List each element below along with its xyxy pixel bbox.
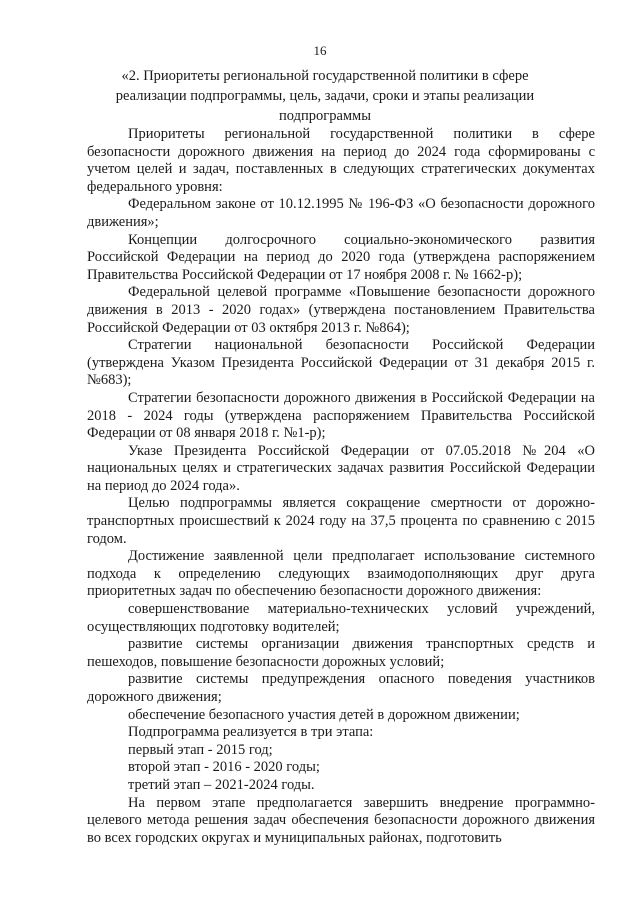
paragraph: третий этап – 2021-2024 годы. [128, 776, 315, 793]
paragraph: обеспечение безопасного участия детей в дорожном движении; [128, 706, 520, 723]
paragraph: Подпрограмма реализуется в три этапа: [128, 724, 374, 741]
paragraph: второй этап - 2016 - 2020 годы; [128, 759, 320, 776]
paragraph: развитие системы организации движения транспортных средств и пешеходов, повышение безопасности дорожных условий; [87, 636, 595, 670]
document-body [87, 126, 595, 847]
section-heading: «2. Приоритеты региональной государственной политики в сфере реализации подпрограммы, цель, задачи, сроки и этапы реализации подпрограммы [115, 68, 535, 124]
paragraph: первый этап - 2015 год; [128, 741, 273, 758]
paragraph: Стратегии национальной безопасности Российской Федерации (утверждена Указом Президента Российской Федерации от 31 декабря 2015 г. №683); [87, 337, 595, 389]
paragraph: Концепции долгосрочного социально-экономического развития Российской Федерации на период до 2020 года (утверждена распоряжением Правительства Российской Федерации от 17 ноября 2008 г. № 1662-р); [87, 231, 595, 283]
paragraph: Достижение заявленной цели предполагает использование системного подхода к определению следующих взаимодополняющих друг друга приоритетных задач по обеспечению безопасности дорожного движения: [87, 548, 595, 600]
paragraph: На первом этапе предполагается завершить внедрение программно-целевого метода решения задач обеспечения безопасности дорожного движения во всех городских округах и муниципальных районах, подготовить [87, 794, 595, 846]
paragraph: Приоритеты региональной государственной политики в сфере безопасности дорожного движения на период до 2024 года сформированы с учетом целей и задач, поставленных в следующих стратегических документах федерального уровня: [87, 126, 595, 195]
page-number: 16 [313, 43, 327, 58]
paragraph: развитие системы предупреждения опасного поведения участников дорожного движения; [87, 671, 595, 705]
paragraph: Указе Президента Российской Федерации от 07.05.2018 №204 «О национальных целях и стратегических задачах развития Российской Федерации на период до 2024 года». [87, 442, 595, 494]
paragraph: совершенствование материально-технических условий учреждений, осуществляющих подготовку водителей; [87, 601, 595, 635]
paragraph: Стратегии безопасности дорожного движения в Российской Федерации на 2018 - 2024 годы (утверждена распоряжением Правительства Российской Федерации от 08 января 2018 г. №1-р); [87, 389, 595, 442]
paragraph: Федеральном законе от 10.12.1995 № 196-ФЗ «О безопасности дорожного движения»; [87, 196, 595, 230]
paragraph: Целью подпрограммы является сокращение смертности от дорожно-транспортных происшествий к 2024 году на 37,5 процента по сравнению с 2015 годом. [87, 495, 595, 547]
paragraph: Федеральной целевой программе «Повышение безопасности дорожного движения в 2013 - 2020 годах» (утверждена постановлением Правительства Российской Федерации от 03 октября 2013 г. №864); [87, 284, 595, 336]
